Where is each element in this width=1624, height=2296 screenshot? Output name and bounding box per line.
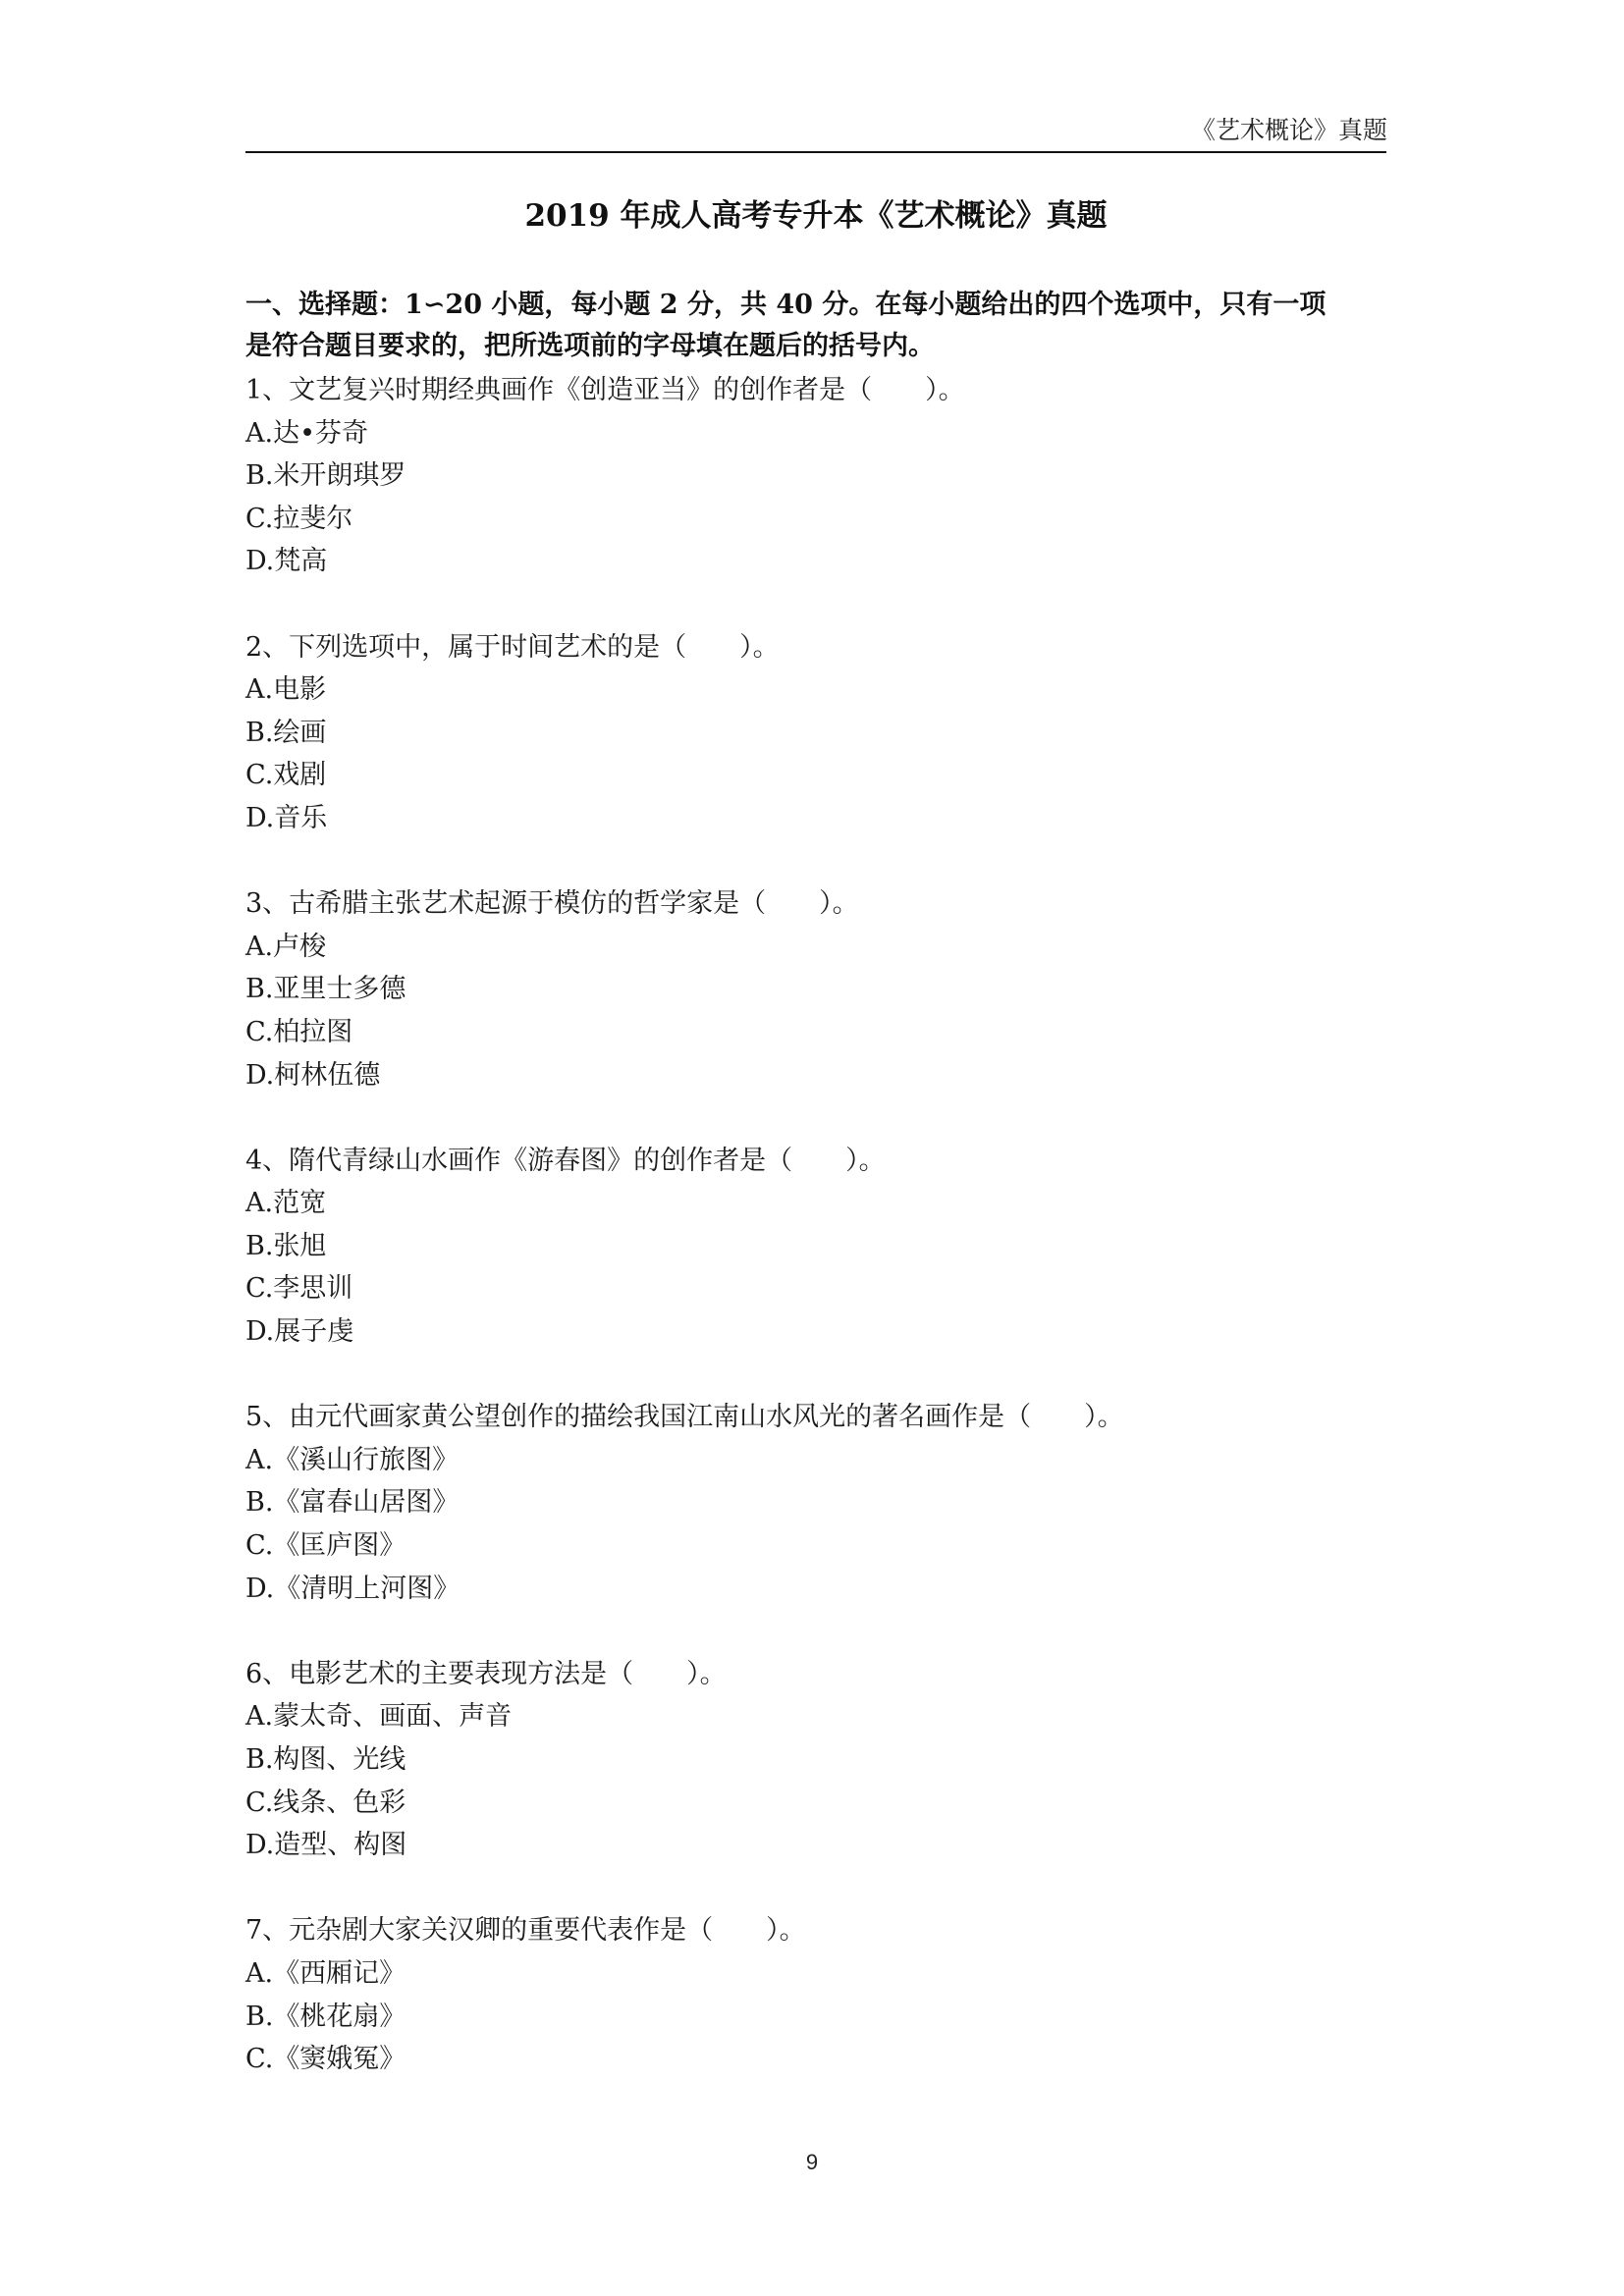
question-text: 5、由元代画家黄公望创作的描绘我国江南山水风光的著名画作是（ ）。 <box>245 1402 1124 1433</box>
question-text: 3、古希腊主张艺术起源于模仿的哲学家是（ ）。 <box>245 888 859 920</box>
option-b: B.亚里士多德 <box>245 974 406 1005</box>
question-text: 4、隋代青绿山水画作《游春图》的创作者是（ ）。 <box>245 1145 886 1176</box>
option-b: B.绘画 <box>245 717 327 748</box>
option-a: A.达•芬奇 <box>245 417 369 449</box>
question-7 <box>245 1909 1386 2080</box>
option-c: C.拉斐尔 <box>245 503 353 534</box>
question-text: 6、电影艺术的主要表现方法是（ ）。 <box>245 1658 727 1689</box>
option-a: A.范宽 <box>245 1188 327 1219</box>
option-c: C.《匡庐图》 <box>245 1530 406 1562</box>
option-d: D.柯林伍德 <box>245 1059 381 1091</box>
option-d: D.造型、构图 <box>245 1830 407 1861</box>
section-heading-line-2: 是符合题目要求的，把所选项前的字母填在题后的括号内。 <box>245 331 935 361</box>
document-title: 2019 年成人高考专升本《艺术概论》真题 <box>524 198 1108 234</box>
question-1 <box>245 369 1386 583</box>
option-b: B.构图、光线 <box>245 1744 406 1775</box>
header-rule <box>245 151 1386 153</box>
option-a: A.《西厢记》 <box>245 1957 406 1989</box>
option-b: B.《富春山居图》 <box>245 1487 460 1519</box>
option-a: A.蒙太奇、画面、声音 <box>245 1701 513 1733</box>
question-list <box>245 369 1386 2123</box>
question-text: 1、文艺复兴时期经典画作《创造亚当》的创作者是（ ）。 <box>245 375 965 405</box>
section-heading-line-1: 一、选择题：1∽20 小题，每小题 2 分，共 40 分。在每小题给出的四个选项中，只有一项 <box>245 290 1326 320</box>
option-d: D.《清明上河图》 <box>245 1573 460 1604</box>
option-d: D.梵高 <box>245 546 328 577</box>
option-d: D.展子虔 <box>245 1316 354 1348</box>
question-5 <box>245 1396 1386 1610</box>
question-3 <box>245 882 1386 1096</box>
option-c: C.线条、色彩 <box>245 1787 406 1818</box>
option-b: B.张旭 <box>245 1230 327 1261</box>
question-2 <box>245 626 1386 840</box>
option-c: C.柏拉图 <box>245 1016 353 1047</box>
question-text: 7、元杂剧大家关汉卿的重要代表作是（ ）。 <box>245 1915 806 1947</box>
question-text: 2、下列选项中，属于时间艺术的是（ ）。 <box>245 631 780 663</box>
question-4 <box>245 1140 1386 1354</box>
option-b: B.米开朗琪罗 <box>245 460 406 492</box>
option-c: C.戏剧 <box>245 760 327 791</box>
option-a: A.《溪山行旅图》 <box>245 1444 460 1475</box>
option-c: C.《窦娥冤》 <box>245 2044 406 2075</box>
running-header: 《艺术概论》真题 <box>1190 116 1387 144</box>
option-a: A.电影 <box>245 674 327 706</box>
page-number: 9 <box>805 2150 819 2174</box>
question-6 <box>245 1653 1386 1867</box>
option-b: B.《桃花扇》 <box>245 2001 406 2032</box>
option-c: C.李思训 <box>245 1273 353 1305</box>
option-a: A.卢梭 <box>245 931 327 962</box>
section-heading <box>245 285 1386 367</box>
option-d: D.音乐 <box>245 802 328 833</box>
